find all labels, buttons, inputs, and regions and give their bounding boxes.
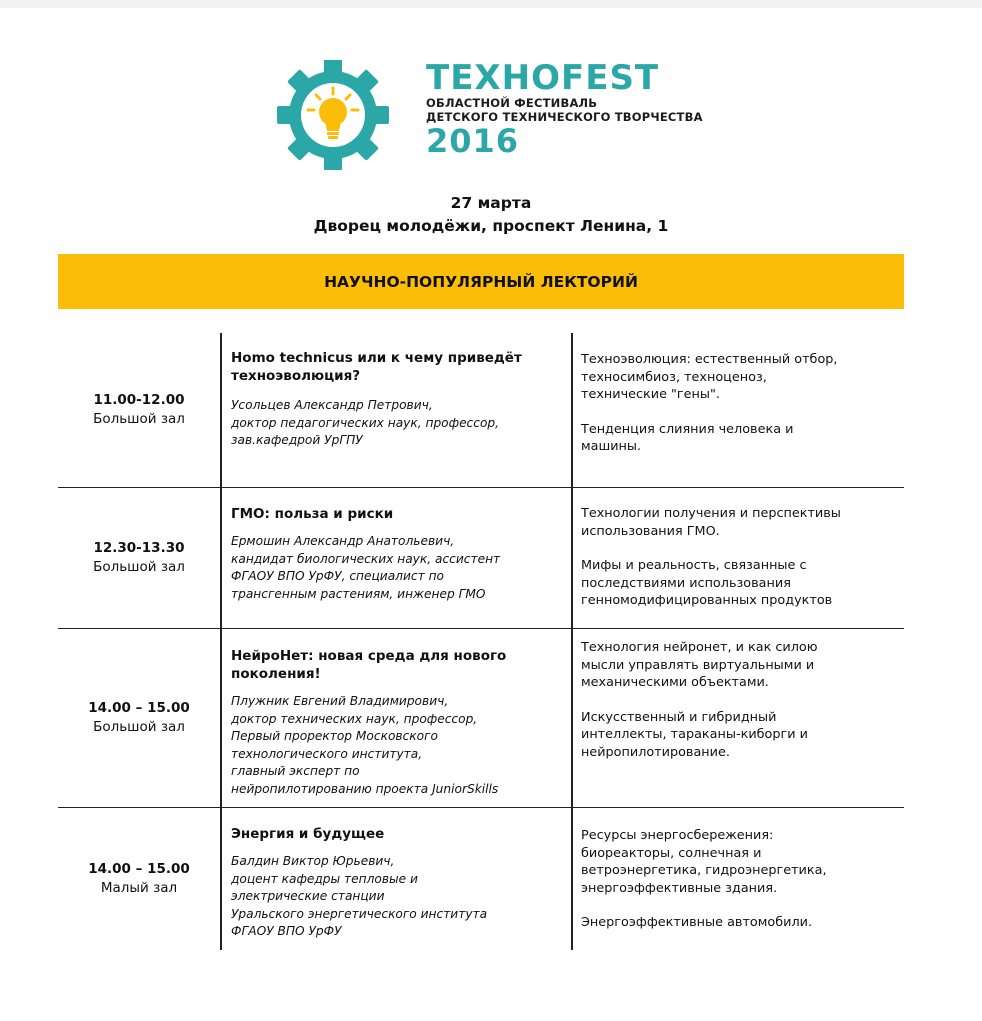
event-info bbox=[0, 192, 982, 238]
logo-subtitle-line2: ДЕТСКОГО ТЕХНИЧЕСКОГО ТВОРЧЕСТВА bbox=[426, 110, 703, 124]
description-paragraph: Искусственный и гибридный интеллекты, тараканы-киборги и нейропилотирование. bbox=[581, 709, 808, 760]
description-cell bbox=[573, 808, 904, 950]
event-place: Дворец молодёжи, проспект Ленина, 1 bbox=[313, 217, 669, 235]
talk-title: Homo technicus или к чему приведёт техноэволюция? bbox=[231, 350, 522, 384]
logo-title: TEXHOFEST bbox=[426, 58, 660, 98]
schedule-row bbox=[58, 488, 904, 629]
session-time: 11.00-12.00 bbox=[93, 392, 185, 408]
logo-text bbox=[426, 60, 703, 158]
session-hall: Большой зал bbox=[93, 411, 185, 427]
time-cell bbox=[58, 333, 220, 487]
talk-speaker: Балдин Виктор Юрьевич, доцент кафедры тепловые и электрические станции Уральского энергетического института ФГАОУ ВПО УрФУ bbox=[231, 854, 488, 938]
description-cell bbox=[573, 629, 904, 807]
talk-cell bbox=[220, 333, 573, 487]
description-paragraph: Техноэволюция: естественный отбор, техносимбиоз, техноценоз, технические "гены". bbox=[581, 352, 838, 402]
description-paragraph: Тенденция слияния человека и машины. bbox=[581, 421, 794, 454]
description-paragraph: Мифы и реальность, связанные с последствиями использования генномодифицированных продуктов bbox=[581, 558, 833, 608]
time-cell bbox=[58, 488, 220, 628]
logo-subtitle-line1: ОБЛАСТНОЙ ФЕСТИВАЛЬ bbox=[426, 96, 598, 110]
description-paragraph: Технологии получения и перспективы использования ГМО. bbox=[581, 506, 841, 539]
session-time: 14.00 – 15.00 bbox=[88, 861, 190, 877]
talk-cell bbox=[220, 629, 573, 807]
top-strip bbox=[0, 0, 982, 8]
session-hall: Малый зал bbox=[100, 880, 178, 896]
talk-title: ГМО: польза и риски bbox=[231, 506, 394, 522]
time-cell bbox=[58, 629, 220, 807]
description-paragraph: Ресурсы энергосбережения: биореакторы, солнечная и ветроэнергетика, гидроэнергетика, энергоэффективные здания. bbox=[581, 828, 827, 896]
event-date: 27 марта bbox=[450, 194, 532, 212]
session-hall: Большой зал bbox=[93, 719, 185, 735]
talk-speaker: Усольцев Александр Петрович, доктор педагогических наук, профессор, зав.кафедрой УрГПУ bbox=[231, 398, 500, 447]
description-paragraph: Технология нейронет, и как силою мысли управлять виртуальными и механическими объектами. bbox=[581, 640, 818, 690]
time-cell bbox=[58, 808, 220, 950]
talk-title: Энергия и будущее bbox=[231, 826, 385, 842]
schedule-row bbox=[58, 808, 904, 950]
talk-cell bbox=[220, 488, 573, 628]
session-time: 14.00 – 15.00 bbox=[88, 700, 190, 716]
gear-bulb-icon bbox=[258, 60, 408, 170]
description-cell bbox=[573, 333, 904, 487]
schedule-row bbox=[58, 629, 904, 808]
schedule-row bbox=[58, 333, 904, 488]
section-banner bbox=[58, 254, 904, 309]
logo-year: 2016 bbox=[426, 122, 520, 160]
festival-logo bbox=[258, 60, 718, 170]
session-hall: Большой зал bbox=[93, 559, 185, 575]
description-paragraph: Энергоэффективные автомобили. bbox=[581, 915, 813, 930]
talk-speaker: Ермошин Александр Анатольевич, кандидат биологических наук, ассистент ФГАОУ ВПО УрФУ, специалист по трансгенным растениям, инженер ГМО bbox=[231, 534, 501, 601]
description-cell bbox=[573, 488, 904, 628]
talk-cell bbox=[220, 808, 573, 950]
talk-speaker: Плужник Евгений Владимирович, доктор технических наук, профессор, Первый проректор Московского технологического института, главный эксперт по нейропилотированию проекта JuniorSkills bbox=[231, 694, 499, 796]
session-time: 12.30-13.30 bbox=[93, 540, 185, 556]
talk-title: НейроНет: новая среда для нового поколения! bbox=[231, 648, 507, 682]
banner-title: НАУЧНО-ПОПУЛЯРНЫЙ ЛЕКТОРИЙ bbox=[324, 272, 638, 291]
